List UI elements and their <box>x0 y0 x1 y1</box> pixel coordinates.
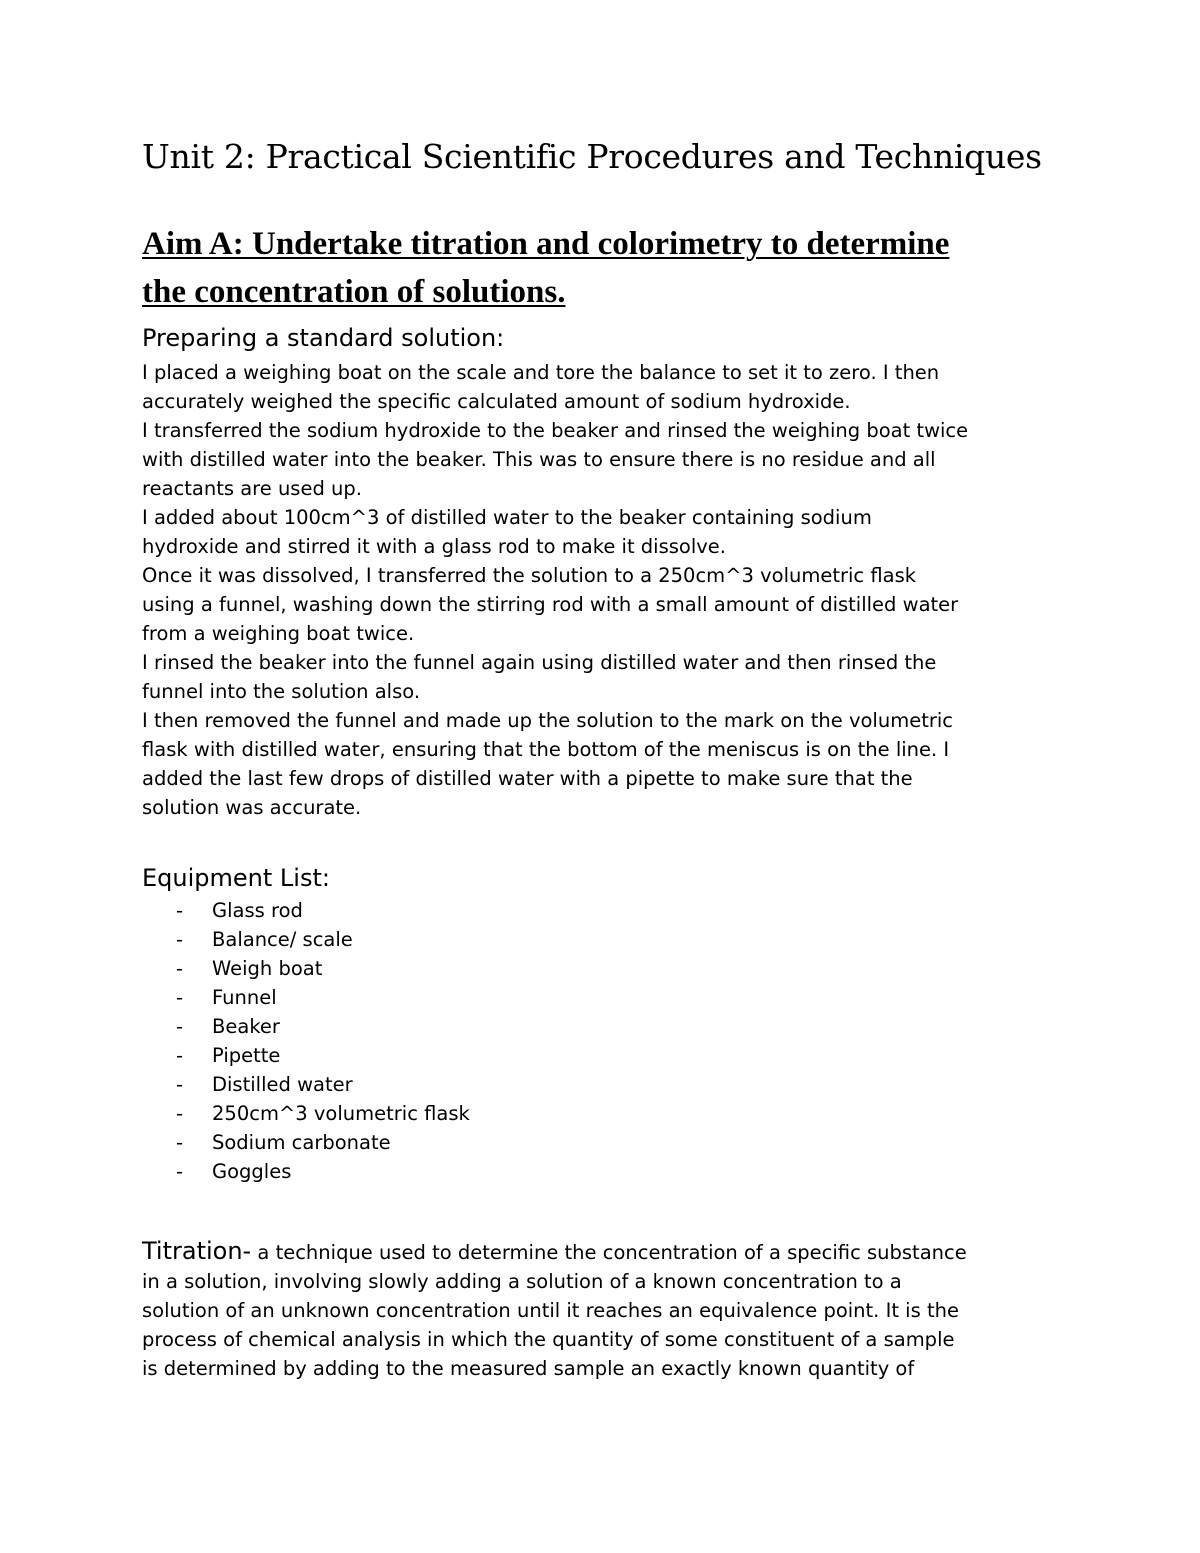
list-item-text: Glass rod <box>212 899 303 922</box>
list-dash: - <box>176 899 184 922</box>
procedure-line: flask with distilled water, ensuring that the bottom of the meniscus is on the line. I <box>142 738 950 761</box>
list-dash: - <box>176 1131 184 1154</box>
list-dash: - <box>176 1160 184 1183</box>
list-item <box>142 1070 470 1099</box>
procedure-line: using a funnel, washing down the stirring rod with a small amount of distilled water <box>142 593 959 616</box>
list-dash: - <box>176 1073 184 1096</box>
aim-heading <box>142 220 1042 316</box>
titration-line: in a solution, involving slowly adding a solution of a known concentration to a <box>142 1270 902 1293</box>
list-item-text: Pipette <box>212 1044 281 1067</box>
procedure-text <box>142 358 968 822</box>
list-dash: - <box>176 1044 184 1067</box>
procedure-line: I rinsed the beaker into the funnel again using distilled water and then rinsed the <box>142 651 937 674</box>
aim-heading-line-1: Aim A: Undertake titration and colorimetry to determine <box>142 226 950 262</box>
titration-first-line <box>142 1237 967 1267</box>
procedure-line: accurately weighed the specific calculated amount of sodium hydroxide. <box>142 390 851 413</box>
document-title: Unit 2: Practical Scientific Procedures and Techniques <box>142 137 1042 176</box>
titration-line: solution of an unknown concentration until it reaches an equivalence point. It is the <box>142 1299 959 1322</box>
list-item-text: Goggles <box>212 1160 292 1183</box>
standard-solution-heading: Preparing a standard solution: <box>142 324 505 352</box>
list-dash: - <box>176 928 184 951</box>
list-item <box>142 954 470 983</box>
list-item-text: Balance/ scale <box>212 928 353 951</box>
procedure-line: solution was accurate. <box>142 796 362 819</box>
titration-line: is determined by adding to the measured sample an exactly known quantity of <box>142 1357 915 1380</box>
list-item <box>142 1041 470 1070</box>
procedure-line: I transferred the sodium hydroxide to the beaker and rinsed the weighing boat twice <box>142 419 969 442</box>
procedure-line: I placed a weighing boat on the scale and tore the balance to set it to zero. I then <box>142 361 940 384</box>
list-item-text: Sodium carbonate <box>212 1131 391 1154</box>
aim-heading-line-2: the concentration of solutions. <box>142 274 566 310</box>
list-item-text: Weigh boat <box>212 957 323 980</box>
procedure-line: reactants are used up. <box>142 477 362 500</box>
list-item <box>142 983 470 1012</box>
list-dash: - <box>176 1015 184 1038</box>
list-item <box>142 1012 470 1041</box>
procedure-line: I then removed the funnel and made up the solution to the mark on the volumetric <box>142 709 954 732</box>
titration-line: process of chemical analysis in which the quantity of some constituent of a sample <box>142 1328 955 1351</box>
list-item-text: Beaker <box>212 1015 280 1038</box>
list-dash: - <box>176 957 184 980</box>
equipment-list <box>142 896 470 1186</box>
equipment-heading: Equipment List: <box>142 864 330 892</box>
procedure-line: I added about 100cm^3 of distilled water to the beaker containing sodium <box>142 506 872 529</box>
list-item <box>142 1099 470 1128</box>
procedure-line: funnel into the solution also. <box>142 680 421 703</box>
procedure-line: with distilled water into the beaker. This was to ensure there is no residue and all <box>142 448 936 471</box>
list-item <box>142 1128 470 1157</box>
titration-first-line-text: a technique used to determine the concentration of a specific substance <box>251 1241 967 1264</box>
list-item <box>142 925 470 954</box>
list-item <box>142 896 470 925</box>
procedure-line: added the last few drops of distilled water with a pipette to make sure that the <box>142 767 913 790</box>
titration-definition <box>142 1237 967 1383</box>
list-item-text: 250cm^3 volumetric flask <box>212 1102 470 1125</box>
list-dash: - <box>176 986 184 1009</box>
list-dash: - <box>176 1102 184 1125</box>
procedure-line: from a weighing boat twice. <box>142 622 415 645</box>
titration-term: Titration- <box>142 1237 252 1265</box>
list-item-text: Distilled water <box>212 1073 353 1096</box>
procedure-line: hydroxide and stirred it with a glass rod to make it dissolve. <box>142 535 726 558</box>
procedure-line: Once it was dissolved, I transferred the solution to a 250cm^3 volumetric flask <box>142 564 917 587</box>
list-item <box>142 1157 470 1186</box>
list-item-text: Funnel <box>212 986 277 1009</box>
